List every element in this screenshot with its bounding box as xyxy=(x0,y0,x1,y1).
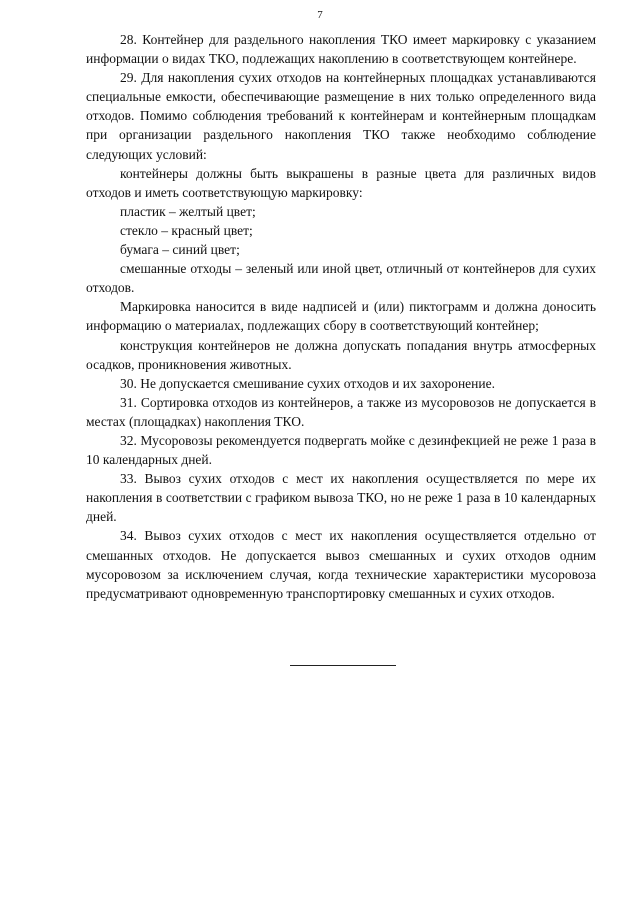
list-item-plastic: пластик – желтый цвет; xyxy=(120,203,256,219)
page-number: 7 xyxy=(317,9,323,21)
list-item-glass: стекло – красный цвет; xyxy=(120,222,253,238)
list-item-mixed-waste: смешанные отходы – зеленый или иной цвет, отличный от контейнеров для сухих отходов. xyxy=(86,261,596,296)
paragraph-34: 34. Вывоз сухих отходов с мест их накопления осуществляется отдельно от смешанных отходов. Не допускается вывоз смешанных и сухих отходов одним мусоровозом за исключением случая, когда технические характеристики мусоровоза предусматривают одновременную транспортировку смешанных и сухих отходов. xyxy=(86,528,596,601)
list-item-paper: бумага – синий цвет; xyxy=(120,242,240,258)
paragraph-29: 29. Для накопления сухих отходов на контейнерных площадках устанавливаются специальные емкости, обеспечивающие размещение в них только определенного вида отходов. Помимо соблюдения требований к контейнерам и контейнерным площадкам при организации раздельного накопления ТКО также необходимо соблюдение следующих условий: xyxy=(86,70,596,162)
paragraph-31: 31. Сортировка отходов из контейнеров, а также из мусоровозов не допускается в местах (площадках) накопления ТКО. xyxy=(86,394,596,429)
paragraph-marking: Маркировка наносится в виде надписей и (или) пиктограмм и должна доносить информацию о материалах, подлежащих сбору в соответствующий контейнер; xyxy=(86,299,596,334)
document-body xyxy=(86,30,596,603)
end-separator-line xyxy=(290,665,396,666)
paragraph-28: 28. Контейнер для раздельного накопления ТКО имеет маркировку с указанием информации о видах ТКО, подлежащих накоплению в соответствующем контейнере. xyxy=(86,32,596,67)
paragraph-container-colors: контейнеры должны быть выкрашены в разные цвета для различных видов отходов и иметь соответствующую маркировку: xyxy=(86,165,596,200)
paragraph-30: 30. Не допускается смешивание сухих отходов и их захоронение. xyxy=(120,375,495,391)
paragraph-container-design: конструкция контейнеров не должна допускать попадания внутрь атмосферных осадков, проникновения животных. xyxy=(86,337,596,372)
paragraph-32: 32. Мусоровозы рекомендуется подвергать мойке с дезинфекцией не реже 1 раза в 10 календарных дней. xyxy=(86,432,596,468)
paragraph-33: 33. Вывоз сухих отходов с мест их накопления осуществляется по мере их накопления в соответствии с графиком вывоза ТКО, но не реже 1 раза в 10 календарных дней. xyxy=(86,471,596,525)
